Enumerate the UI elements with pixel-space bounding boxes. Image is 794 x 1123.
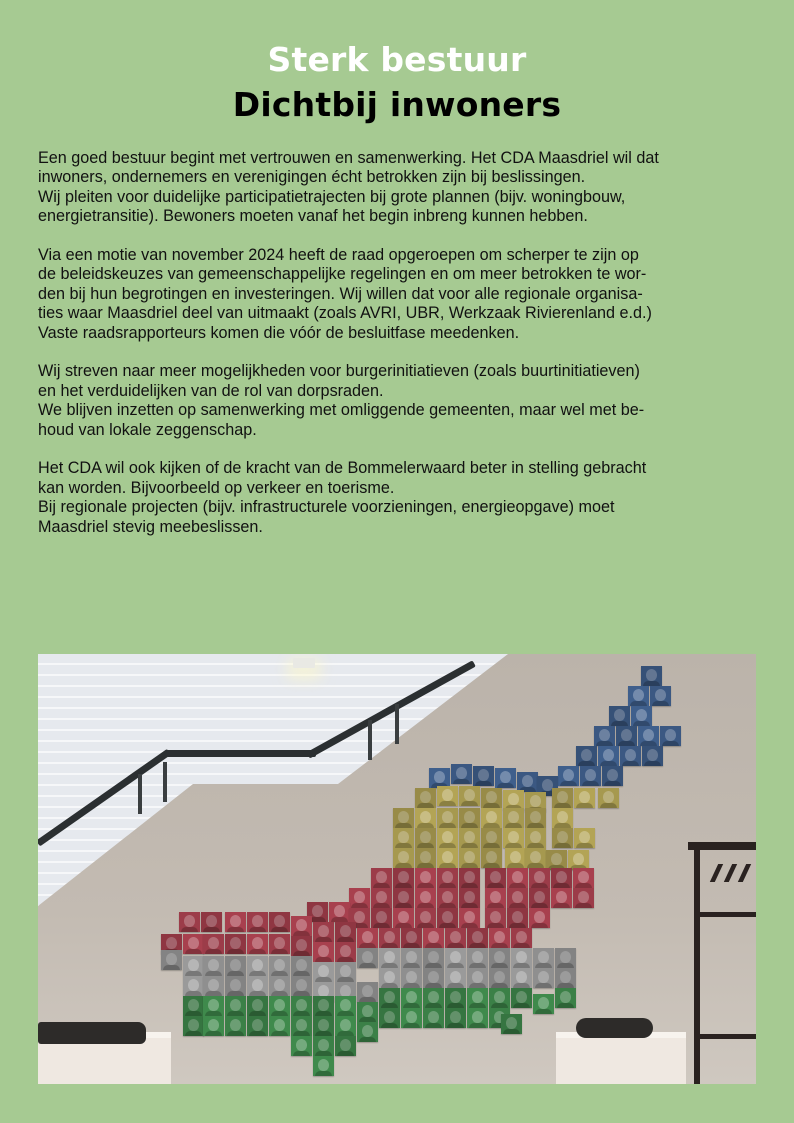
portrait-tile-green bbox=[313, 1036, 334, 1056]
portrait-tile-red bbox=[291, 916, 312, 936]
portrait-tile-white bbox=[533, 968, 554, 988]
text-line: Vaste raadsrapporteurs komen die vóór de besluitfase meedenken. bbox=[38, 323, 520, 342]
portrait-tile-red bbox=[573, 888, 594, 908]
portrait-tile-yellow bbox=[415, 788, 436, 808]
portrait-tile-blue bbox=[451, 764, 472, 784]
stone-sculpture bbox=[576, 1018, 653, 1038]
portrait-tile-white bbox=[357, 948, 378, 968]
portrait-tile-red bbox=[371, 868, 392, 888]
portrait-tile-blue bbox=[616, 726, 637, 746]
portrait-tile-red bbox=[437, 908, 458, 928]
portrait-tile-green bbox=[247, 996, 268, 1016]
portrait-tile-red bbox=[511, 928, 532, 948]
portrait-tile-blue bbox=[473, 766, 494, 786]
text-line: Wij pleiten voor duidelijke participatietrajecten bij grote plannen (bijv. woningbouw, bbox=[38, 187, 626, 206]
portrait-tile-blue bbox=[602, 766, 623, 786]
portrait-tile-blue bbox=[628, 686, 649, 706]
portrait-tile-yellow bbox=[459, 808, 480, 828]
portrait-tile-green bbox=[247, 1016, 268, 1036]
portrait-tile-green bbox=[401, 1008, 422, 1028]
portrait-tile-white bbox=[225, 976, 246, 996]
portrait-tile-white bbox=[291, 976, 312, 996]
portrait-tile-white bbox=[291, 956, 312, 976]
portrait-tile-red bbox=[445, 928, 466, 948]
handrail-post bbox=[138, 774, 142, 814]
portrait-tile-blue bbox=[576, 746, 597, 766]
portrait-tile-yellow bbox=[568, 850, 589, 870]
portrait-tile-green bbox=[183, 996, 204, 1016]
portrait-tile-white bbox=[533, 948, 554, 968]
portrait-tile-yellow bbox=[552, 808, 573, 828]
text-line: kan worden. Bijvoorbeeld op verkeer en toerisme. bbox=[38, 478, 395, 497]
paragraph-initiatives bbox=[38, 362, 758, 440]
portrait-tile-red bbox=[349, 888, 370, 908]
portrait-tile-yellow bbox=[481, 848, 502, 868]
text-line: en het verduidelijken van de rol van dorpsraden. bbox=[38, 381, 384, 400]
text-line: Maasdriel stevig meebeslissen. bbox=[38, 517, 263, 536]
portrait-tile-blue bbox=[650, 686, 671, 706]
portrait-tile-red bbox=[485, 868, 506, 888]
portrait-tile-red bbox=[179, 912, 200, 932]
portrait-tile-yellow bbox=[481, 788, 502, 808]
portrait-tile-green bbox=[445, 988, 466, 1008]
portrait-tile-red bbox=[357, 928, 378, 948]
portrait-tile-green bbox=[269, 996, 290, 1016]
portrait-tile-yellow bbox=[415, 848, 436, 868]
coat-rack bbox=[698, 1034, 756, 1039]
portrait-tile-red bbox=[485, 908, 506, 928]
portrait-tile-green bbox=[555, 988, 576, 1008]
text-line: energietransitie). Bewoners moeten vanaf het begin inbreng kunnen hebben. bbox=[38, 207, 588, 226]
portrait-tile-yellow bbox=[393, 828, 414, 848]
portrait-tile-red bbox=[269, 934, 290, 954]
portrait-tile-yellow bbox=[525, 828, 546, 848]
portrait-tile-yellow bbox=[574, 788, 595, 808]
portrait-tile-yellow bbox=[525, 808, 546, 828]
portrait-tile-green bbox=[467, 988, 488, 1008]
portrait-tile-green bbox=[313, 1056, 334, 1076]
portrait-tile-red bbox=[529, 868, 550, 888]
portrait-tile-yellow bbox=[393, 808, 414, 828]
text-line: de beleidskeuzes van gemeenschappelijke regelingen en om meer betrokken te wor- bbox=[38, 265, 647, 284]
portrait-tile-blue bbox=[580, 766, 601, 786]
portrait-tile-yellow bbox=[459, 786, 480, 806]
portrait-tile-red bbox=[573, 868, 594, 888]
text-line: Een goed bestuur begint met vertrouwen en samenwerking. Het CDA Maasdriel wil dat bbox=[38, 149, 659, 167]
portrait-tile-green bbox=[183, 1016, 204, 1036]
portrait-tile-green bbox=[225, 1016, 246, 1036]
portrait-tile-blue bbox=[495, 768, 516, 788]
portrait-tile-red bbox=[313, 942, 334, 962]
portrait-tile-blue bbox=[642, 746, 663, 766]
portrait-tile-blue bbox=[641, 666, 662, 686]
body-text bbox=[38, 149, 758, 556]
paragraph-motion bbox=[38, 246, 758, 343]
portrait-tile-yellow bbox=[598, 788, 619, 808]
portrait-tile-yellow bbox=[415, 808, 436, 828]
portrait-tile-white bbox=[203, 956, 224, 976]
portrait-tile-green bbox=[335, 1036, 356, 1056]
portrait-tile-green bbox=[291, 1036, 312, 1056]
stone-sculpture bbox=[38, 1022, 146, 1044]
portrait-tile-red bbox=[485, 888, 506, 908]
plinth-right bbox=[556, 1036, 686, 1084]
portrait-tile-red bbox=[329, 902, 350, 922]
portrait-tile-white bbox=[379, 948, 400, 968]
portrait-tile-green bbox=[313, 996, 334, 1016]
portrait-tile-red bbox=[203, 934, 224, 954]
text-line: inwoners, ondernemers en verenigingen écht betrokken zijn bij beslissingen. bbox=[38, 168, 586, 187]
portrait-tile-red bbox=[379, 928, 400, 948]
portrait-tile-yellow bbox=[574, 828, 595, 848]
headline: Sterk bestuur bbox=[267, 40, 527, 79]
portrait-tile-green bbox=[313, 1016, 334, 1036]
handrail-post bbox=[368, 720, 372, 760]
handrail-post bbox=[163, 762, 167, 802]
mosaic-photo bbox=[38, 654, 756, 1084]
portrait-tile-yellow bbox=[437, 828, 458, 848]
portrait-tile-red bbox=[335, 922, 356, 942]
portrait-tile-blue bbox=[638, 726, 659, 746]
portrait-tile-white bbox=[357, 982, 378, 1002]
portrait-tile-green bbox=[335, 1016, 356, 1036]
portrait-tile-yellow bbox=[481, 808, 502, 828]
portrait-tile-white bbox=[269, 976, 290, 996]
handrail bbox=[166, 750, 316, 757]
portrait-tile-red bbox=[393, 888, 414, 908]
portrait-tile-green bbox=[379, 1008, 400, 1028]
wall-lamp-icon bbox=[293, 658, 315, 668]
subheadline: Dichtbij inwoners bbox=[232, 85, 562, 124]
portrait-tile-red bbox=[291, 936, 312, 956]
portrait-tile-red bbox=[437, 868, 458, 888]
portrait-tile-white bbox=[489, 948, 510, 968]
portrait-tile-red bbox=[415, 888, 436, 908]
portrait-tile-blue bbox=[517, 772, 538, 792]
portrait-tile-green bbox=[533, 994, 554, 1014]
portrait-tile-yellow bbox=[552, 828, 573, 848]
portrait-tile-red bbox=[393, 868, 414, 888]
paragraph-region bbox=[38, 459, 758, 537]
portrait-tile-red bbox=[459, 868, 480, 888]
portrait-tile-yellow bbox=[525, 848, 546, 868]
portrait-tile-green bbox=[401, 988, 422, 1008]
portrait-tile-white bbox=[335, 962, 356, 982]
portrait-tile-white bbox=[313, 962, 334, 982]
portrait-tile-white bbox=[183, 956, 204, 976]
portrait-tile-white bbox=[161, 950, 182, 970]
portrait-tile-green bbox=[335, 996, 356, 1016]
portrait-tile-blue bbox=[558, 766, 579, 786]
portrait-tile-red bbox=[225, 912, 246, 932]
portrait-tile-green bbox=[445, 1008, 466, 1028]
portrait-tile-green bbox=[489, 988, 510, 1008]
portrait-tile-blue bbox=[660, 726, 681, 746]
portrait-tile-yellow bbox=[437, 848, 458, 868]
portrait-tile-yellow bbox=[459, 848, 480, 868]
portrait-tile-red bbox=[247, 934, 268, 954]
portrait-tile-yellow bbox=[437, 786, 458, 806]
portrait-tile-green bbox=[501, 1014, 522, 1034]
portrait-tile-red bbox=[371, 888, 392, 908]
portrait-tile-red bbox=[437, 888, 458, 908]
portrait-tile-red bbox=[269, 912, 290, 932]
portrait-tile-green bbox=[357, 1022, 378, 1042]
portrait-tile-red bbox=[507, 868, 528, 888]
portrait-tile-green bbox=[467, 1008, 488, 1028]
portrait-tile-white bbox=[225, 956, 246, 976]
portrait-tile-yellow bbox=[552, 788, 573, 808]
portrait-tile-red bbox=[507, 908, 528, 928]
text-line: Via een motie van november 2024 heeft de raad opgeroepen om scherper te zijn op bbox=[38, 246, 639, 265]
portrait-tile-yellow bbox=[503, 790, 524, 810]
portrait-tile-red bbox=[313, 922, 334, 942]
portrait-tile-green bbox=[203, 996, 224, 1016]
portrait-tile-yellow bbox=[503, 828, 524, 848]
text-line: Bij regionale projecten (bijv. infrastructurele voorzieningen, energieopgave) moet bbox=[38, 498, 615, 517]
portrait-tile-white bbox=[555, 968, 576, 988]
portrait-tile-green bbox=[269, 1016, 290, 1036]
portrait-tile-white bbox=[467, 948, 488, 968]
portrait-tile-red bbox=[415, 908, 436, 928]
portrait-tile-yellow bbox=[481, 828, 502, 848]
portrait-tile-white bbox=[203, 976, 224, 996]
coat-rack bbox=[688, 842, 756, 850]
portrait-tile-red bbox=[371, 908, 392, 928]
portrait-tile-red bbox=[247, 912, 268, 932]
portrait-tile-red bbox=[393, 908, 414, 928]
portrait-tile-blue bbox=[429, 768, 450, 788]
portrait-tile-blue bbox=[631, 706, 652, 726]
portrait-tile-red bbox=[507, 888, 528, 908]
coat-rack bbox=[698, 912, 756, 917]
portrait-tile-white bbox=[511, 948, 532, 968]
portrait-tile-blue bbox=[620, 746, 641, 766]
portrait-tile-green bbox=[291, 1016, 312, 1036]
portrait-tile-green bbox=[379, 988, 400, 1008]
portrait-tile-red bbox=[467, 928, 488, 948]
portrait-tile-green bbox=[423, 988, 444, 1008]
portrait-tile-red bbox=[459, 888, 480, 908]
text-line: ties waar Maasdriel deel van uitmaakt (zoals AVRI, UBR, Werkzaak Rivierenland e.d.) bbox=[38, 304, 652, 323]
portrait-tile-white bbox=[379, 968, 400, 988]
portrait-tile-white bbox=[269, 956, 290, 976]
portrait-tile-blue bbox=[609, 706, 630, 726]
portrait-tile-green bbox=[423, 1008, 444, 1028]
portrait-tile-white bbox=[489, 968, 510, 988]
portrait-tile-yellow bbox=[459, 828, 480, 848]
portrait-tile-green bbox=[357, 1002, 378, 1022]
paragraph-governance bbox=[38, 149, 758, 227]
portrait-tile-white bbox=[183, 976, 204, 996]
portrait-tile-yellow bbox=[505, 848, 526, 868]
portrait-tile-green bbox=[225, 996, 246, 1016]
portrait-tile-yellow bbox=[546, 850, 567, 870]
portrait-tile-white bbox=[423, 968, 444, 988]
portrait-tile-red bbox=[459, 908, 480, 928]
text-line: houd van lokale zeggenschap. bbox=[38, 420, 257, 439]
portrait-tile-white bbox=[445, 948, 466, 968]
coat-rack bbox=[694, 844, 700, 1084]
portrait-tile-yellow bbox=[393, 848, 414, 868]
portrait-tile-red bbox=[401, 928, 422, 948]
text-line: Het CDA wil ook kijken of de kracht van de Bommelerwaard beter in stelling gebracht bbox=[38, 459, 647, 478]
portrait-tile-red bbox=[529, 888, 550, 908]
portrait-tile-red bbox=[335, 942, 356, 962]
text-line: Wij streven naar meer mogelijkheden voor burgerinitiatieven (zoals buurtinitiatieven) bbox=[38, 362, 640, 381]
portrait-tile-white bbox=[511, 968, 532, 988]
portrait-tile-blue bbox=[598, 746, 619, 766]
portrait-tile-blue bbox=[594, 726, 615, 746]
portrait-tile-red bbox=[201, 912, 222, 932]
portrait-tile-red bbox=[551, 888, 572, 908]
portrait-tile-white bbox=[423, 948, 444, 968]
text-line: den bij hun begrotingen en investeringen. Wij willen dat voor alle regionale organisa- bbox=[38, 284, 643, 303]
portrait-tile-red bbox=[551, 868, 572, 888]
portrait-tile-white bbox=[401, 948, 422, 968]
portrait-tile-white bbox=[401, 968, 422, 988]
portrait-tile-white bbox=[555, 948, 576, 968]
portrait-tile-yellow bbox=[437, 808, 458, 828]
portrait-tile-white bbox=[247, 976, 268, 996]
portrait-tile-white bbox=[445, 968, 466, 988]
portrait-tile-red bbox=[415, 868, 436, 888]
portrait-tile-green bbox=[203, 1016, 224, 1036]
portrait-tile-white bbox=[467, 968, 488, 988]
portrait-tile-red bbox=[183, 934, 204, 954]
portrait-tile-yellow bbox=[503, 808, 524, 828]
portrait-tile-white bbox=[247, 956, 268, 976]
portrait-tile-red bbox=[423, 928, 444, 948]
portrait-tile-red bbox=[489, 928, 510, 948]
portrait-tile-green bbox=[291, 996, 312, 1016]
portrait-tile-red bbox=[529, 908, 550, 928]
text-line: We blijven inzetten op samenwerking met omliggende gemeenten, maar wel met be- bbox=[38, 401, 645, 420]
portrait-tile-red bbox=[225, 934, 246, 954]
handrail-post bbox=[395, 704, 399, 744]
portrait-tile-yellow bbox=[415, 828, 436, 848]
portrait-tile-green bbox=[511, 988, 532, 1008]
